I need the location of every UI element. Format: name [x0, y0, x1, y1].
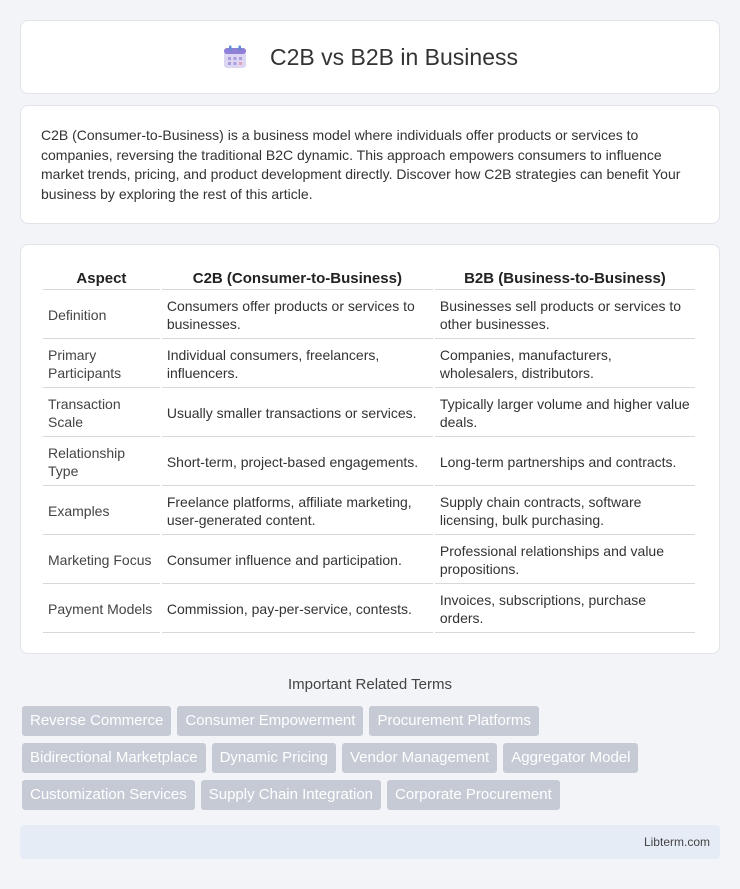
cell-aspect: Marketing Focus	[43, 537, 160, 584]
table-header-row	[43, 267, 695, 290]
cell-b2b: Supply chain contracts, software licensing, bulk purchasing.	[435, 488, 695, 535]
term-chip[interactable]: Consumer Empowerment	[177, 706, 363, 736]
intro-card	[20, 105, 720, 224]
header-card	[20, 20, 720, 94]
cell-aspect: Transaction Scale	[43, 390, 160, 437]
table-row	[43, 537, 695, 584]
cell-aspect: Payment Models	[43, 586, 160, 633]
table-row	[43, 292, 695, 339]
table-row	[43, 439, 695, 486]
page-title: C2B vs B2B in Business	[269, 43, 518, 70]
cell-b2b: Companies, manufacturers, wholesalers, distributors.	[435, 341, 695, 388]
header-aspect: Aspect	[43, 267, 160, 290]
term-chip[interactable]: Corporate Procurement	[387, 780, 560, 810]
table-row	[43, 586, 695, 633]
term-chip[interactable]: Bidirectional Marketplace	[22, 743, 206, 773]
header-c2b: C2B (Consumer-to-Business)	[162, 267, 433, 290]
cell-b2b: Typically larger volume and higher value deals.	[435, 390, 695, 437]
term-chip[interactable]: Reverse Commerce	[22, 706, 171, 736]
term-chip[interactable]: Supply Chain Integration	[201, 780, 381, 810]
cell-aspect: Definition	[43, 292, 160, 339]
cell-b2b: Long-term partnerships and contracts.	[435, 439, 695, 486]
term-chip[interactable]: Customization Services	[22, 780, 195, 810]
term-chip[interactable]: Procurement Platforms	[369, 706, 538, 736]
term-chip[interactable]: Dynamic Pricing	[212, 743, 336, 773]
cell-c2b: Individual consumers, freelancers, influencers.	[162, 341, 433, 388]
comparison-table	[41, 265, 697, 635]
term-chip[interactable]: Aggregator Model	[503, 743, 638, 773]
cell-c2b: Consumer influence and participation.	[162, 537, 433, 584]
cell-b2b: Invoices, subscriptions, purchase orders.	[435, 586, 695, 633]
footer-bar	[20, 825, 720, 859]
cell-c2b: Usually smaller transactions or services.	[162, 390, 433, 437]
table-row	[43, 488, 695, 535]
cell-c2b: Short-term, project-based engagements.	[162, 439, 433, 486]
table-row	[43, 390, 695, 437]
table-row	[43, 341, 695, 388]
cell-aspect: Primary Participants	[43, 341, 160, 388]
calendar-icon	[222, 44, 248, 70]
cell-c2b: Freelance platforms, affiliate marketing, user-generated content.	[162, 488, 433, 535]
related-terms-heading: Important Related Terms	[288, 676, 452, 693]
cell-aspect: Relationship Type	[43, 439, 160, 486]
cell-b2b: Professional relationships and value propositions.	[435, 537, 695, 584]
intro-paragraph: C2B (Consumer-to-Business) is a business model where individuals offer products or services to companies, reversing the traditional B2C dynamic. This approach empowers consumers to influence market trends, pricing, and product development directly. Discover how C2B strategies can benefit Your business by exploring the rest of this article.	[41, 127, 681, 202]
cell-b2b: Businesses sell products or services to other businesses.	[435, 292, 695, 339]
comparison-card	[20, 244, 720, 654]
header-b2b: B2B (Business-to-Business)	[435, 267, 695, 290]
cell-aspect: Examples	[43, 488, 160, 535]
related-terms-list	[22, 706, 722, 810]
cell-c2b: Commission, pay-per-service, contests.	[162, 586, 433, 633]
term-chip[interactable]: Vendor Management	[342, 743, 497, 773]
cell-c2b: Consumers offer products or services to businesses.	[162, 292, 433, 339]
footer-site-link[interactable]: Libterm.com	[643, 835, 710, 849]
